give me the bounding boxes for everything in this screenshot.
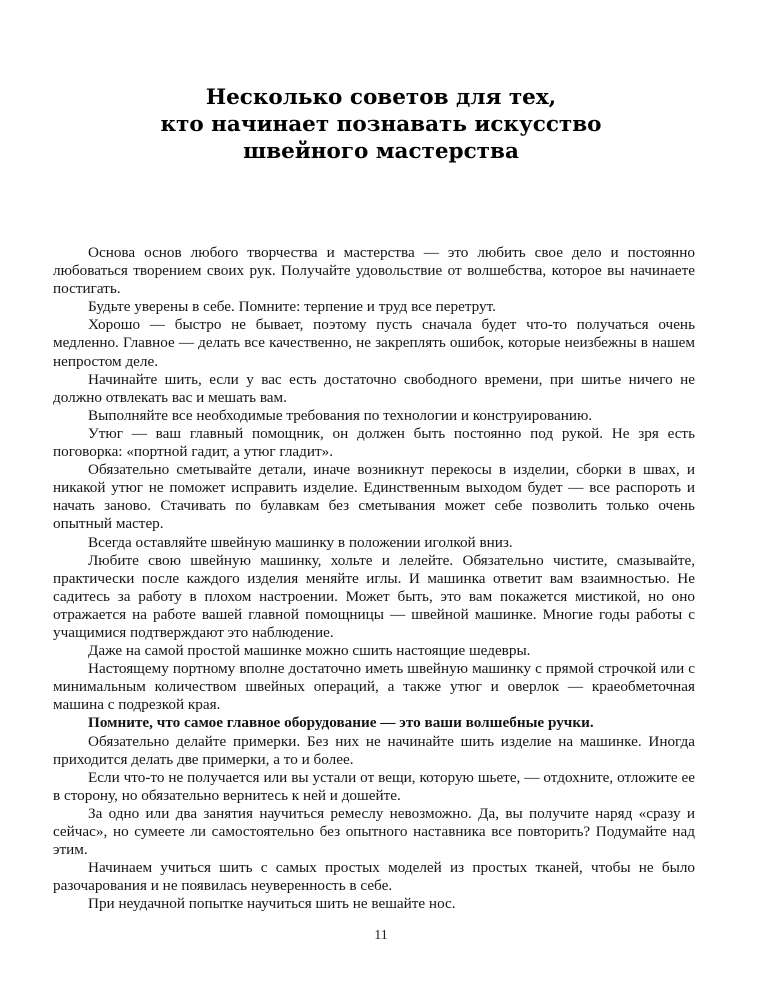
paragraph-confidence: Будьте уверены в себе. Помните: терпение и труд все перетрут. xyxy=(88,298,496,316)
paragraph-needle-down: Всегда оставляйте швейную машинку в положении иголкой вниз. xyxy=(88,533,513,551)
paragraph-learning: За одно или два занятия научиться ремеслу невозможно. Да, вы получите наряд «сразу и сейчас», но сумеете ли самостоятельно без опытного наставника все повторить? Подумайте над этим. xyxy=(53,804,695,859)
paragraph-dont-despair: При неудачной попытке научиться шить не вешайте нос. xyxy=(88,895,456,913)
paragraph-fittings: Обязательно делайте примерки. Без них не начинайте шить изделие на машинке. Иногда приходится делать две примерки, а то и более. xyxy=(53,732,695,768)
page-title xyxy=(0,84,762,165)
paragraph-free-time: Начинайте шить, если у вас есть достаточно свободного времени, при шитье ничего не должно отвлекать вас и мешать вам. xyxy=(53,370,695,406)
paragraph-magic-hands: Помните, что самое главное оборудование — это ваши волшебные ручки. xyxy=(88,714,594,732)
title-line-3: швейного мастерства xyxy=(243,139,519,164)
title-line-2: кто начинает познавать искусство xyxy=(160,112,602,137)
paragraph-love-of-craft: Основа основ любого творчества и мастерства — это любить свое дело и постоянно любоваться творением своих рук. Получайте удовольствие от волшебства, которое вы начинаете постигать. xyxy=(53,244,695,298)
paragraph-simple-models: Начинаем учиться шить с самых простых моделей из простых тканей, чтобы не было разочарования и не появилась неуверенность в себе. xyxy=(53,859,695,895)
page-number: 11 xyxy=(374,928,388,943)
paragraph-slow-quality: Хорошо — быстро не бывает, поэтому пусть сначала будет что-то получаться очень медленно. Главное — делать все качественно, не закреплять ошибок, которые неизбежны в нашем непростом деле. xyxy=(53,316,695,370)
title-line-1: Несколько советов для тех, xyxy=(205,85,557,110)
paragraph-simple-machine: Даже на самой простой машинке можно сшить настоящие шедевры. xyxy=(88,642,531,660)
paragraph-requirements: Выполняйте все необходимые требования по технологии и конструированию. xyxy=(88,406,593,424)
paragraph-basting: Обязательно сметывайте детали, иначе возникнут перекосы в изделии, сборки в швах, и никакой утюг не поможет исправить изделие. Единственным выходом будет — все распороть и начать заново. Стачивать по булавкам без сметывания может себе позволить только очень опытный мастер. xyxy=(53,461,695,533)
paragraph-machine-care: Любите свою швейную машинку, хольте и лелейте. Обязательно чистите, смазывайте, практически после каждого изделия меняйте иглы. И машинка ответит вам взаимностью. Не садитесь за работу в плохом настроении. Может быть, это вам покажется мистикой, но оно отражается на работе вашей главной помощницы — швейной машинке. Многие годы работы с учащимися подтверждают это наблюдение. xyxy=(53,551,695,641)
paragraph-rest: Если что-то не получается или вы устали от вещи, которую шьете, — отдохните, отложите ее в сторону, но обязательно вернитесь к ней и дошейте. xyxy=(53,768,695,804)
body-text xyxy=(53,244,695,913)
paragraph-iron: Утюг — ваш главный помощник, он должен быть постоянно под рукой. Не зря есть поговорка: «портной гадит, а утюг гладит». xyxy=(53,424,695,461)
paragraph-equipment: Настоящему портному вполне достаточно иметь швейную машинку с прямой строчкой или с минимальным количеством швейных операций, а также утюг и оверлок — краеобметочная машина с подрезкой края. xyxy=(53,660,695,714)
